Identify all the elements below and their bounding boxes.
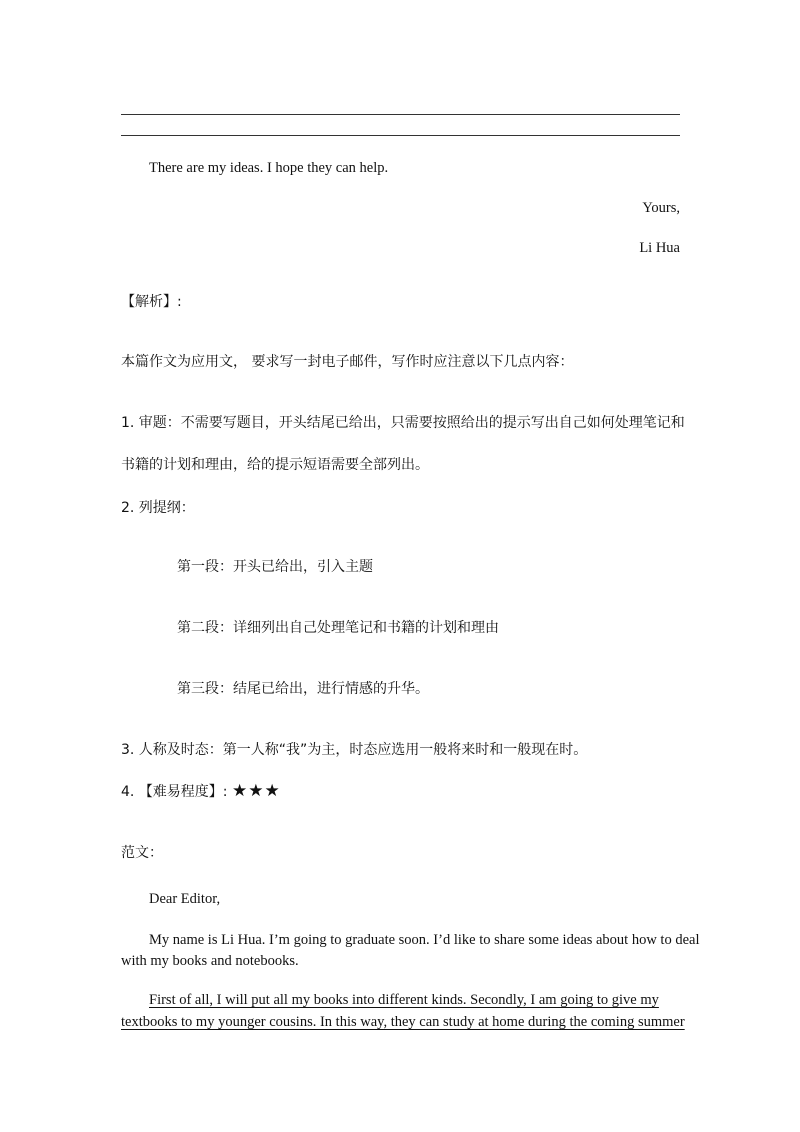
sample-heading: 范文： (121, 845, 163, 861)
letter-closing-line: There are my ideas. I hope they can help. (149, 160, 389, 176)
analysis-heading: 【解析】: (121, 294, 182, 310)
sample-greeting: Dear Editor, (149, 891, 221, 907)
outline-item: 第二段：详细列出自己处理笔记和书籍的计划和理由 (177, 620, 499, 636)
sample-para-2-line-2: textbooks to my younger cousins. In this way, they can study at home during the coming summer (121, 1014, 685, 1030)
answer-line-2 (121, 135, 680, 136)
sample-para-2-line-1: First of all, I will put all my books into different kinds. Secondly, I am going to give my (149, 992, 659, 1008)
outline-item: 第三段：结尾已给出，进行情感的升华。 (177, 681, 429, 697)
letter-signoff: Yours, (642, 200, 680, 216)
analysis-point-1-line-1: 1. 审题：不需要写题目，开头结尾已给出，只需要按照给出的提示写出自己如何处理笔记和 (121, 415, 685, 431)
sample-para-1-line-2: with my books and notebooks. (121, 953, 299, 969)
sample-para-1-line-1: My name is Li Hua. I’m going to graduate soon. I’d like to share some ideas about how to deal (149, 932, 700, 948)
difficulty-stars: ★★★ (231, 781, 281, 801)
analysis-intro: 本篇作文为应用文， 要求写一封电子邮件，写作时应注意以下几点内容： (121, 354, 574, 370)
difficulty-label: 4. 【难易程度】: (121, 784, 228, 800)
analysis-point-2-title: 2. 列提纲： (121, 500, 195, 516)
analysis-point-3: 3. 人称及时态：第一人称“我”为主，时态应选用一般将来时和一般现在时。 (121, 742, 588, 758)
outline-item: 第一段：开头已给出，引入主题 (177, 559, 373, 575)
analysis-point-1-line-2: 书籍的计划和理由，给的提示短语需要全部列出。 (121, 457, 429, 473)
answer-line-1 (121, 114, 680, 115)
letter-signature: Li Hua (639, 240, 680, 256)
analysis-point-4 (121, 781, 281, 801)
